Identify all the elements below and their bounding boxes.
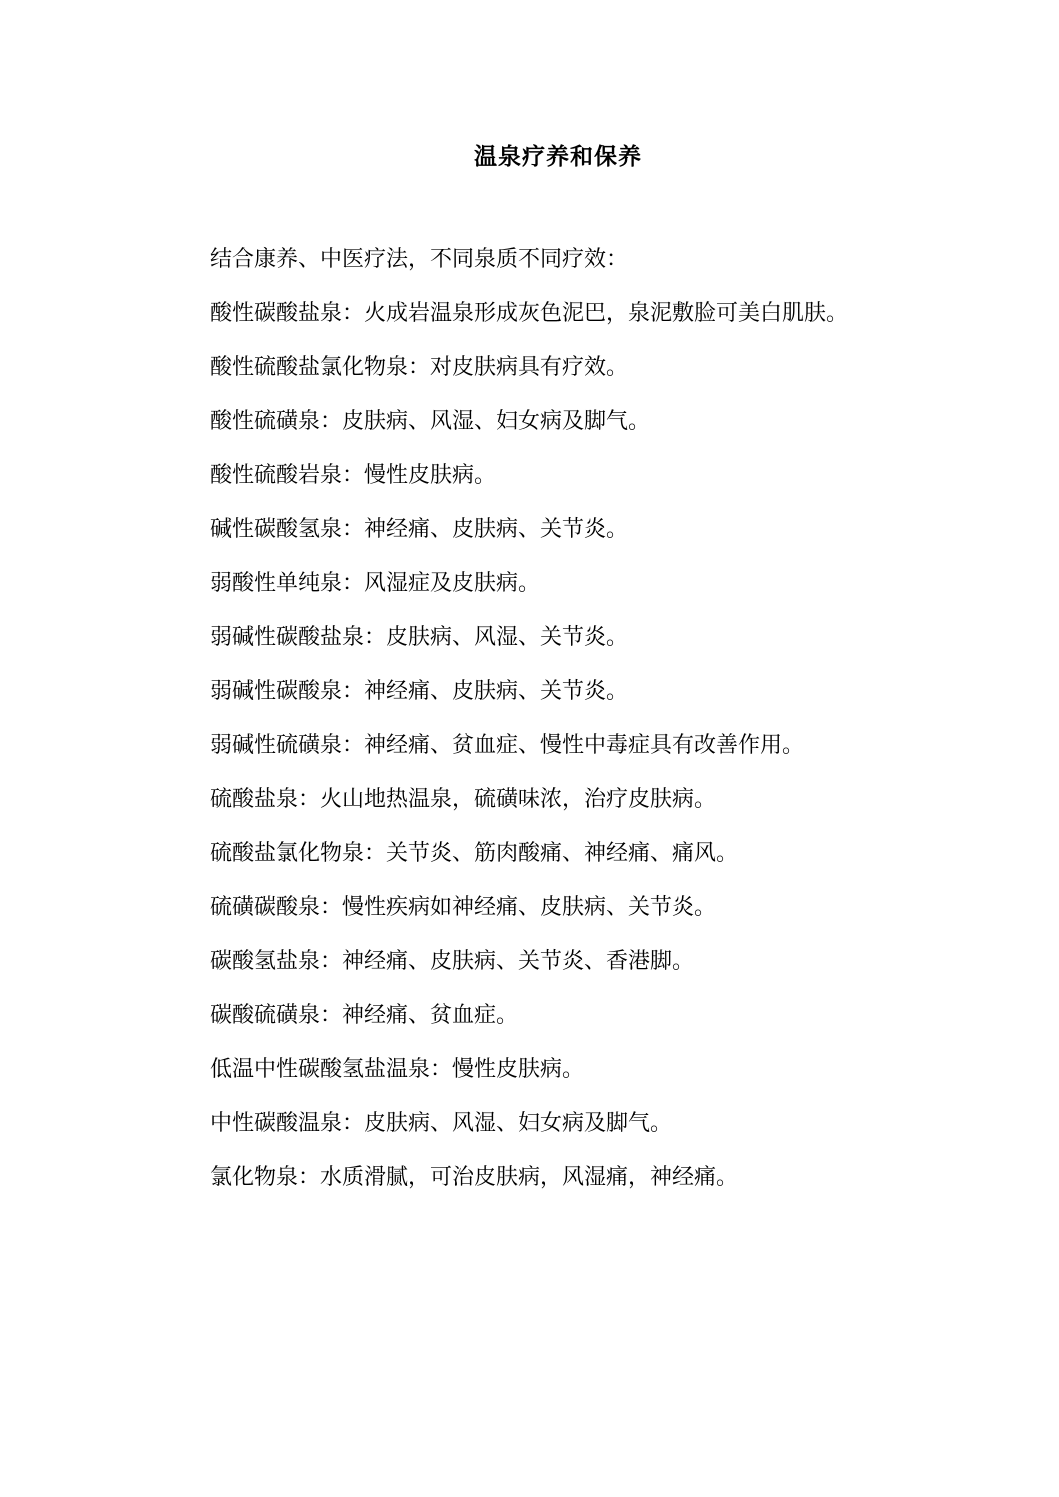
paragraph-item: 碳酸氢盐泉：神经痛、皮肤病、关节炎、香港脚。 (210, 949, 695, 974)
paragraph-item: 碳酸硫磺泉：神经痛、贫血症。 (210, 1003, 519, 1028)
paragraph-item: 碱性碳酸氢泉：神经痛、皮肤病、关节炎。 (210, 517, 629, 542)
document-body (160, 246, 872, 1218)
paragraph-item: 弱碱性硫磺泉：神经痛、贫血症、慢性中毒症具有改善作用。 (210, 733, 805, 758)
paragraph-item: 酸性碳酸盐泉：火成岩温泉形成灰色泥巴，泉泥敷脸可美白肌肤。 (210, 301, 849, 326)
paragraph-item: 低温中性碳酸氢盐温泉：慢性皮肤病。 (210, 1057, 585, 1082)
paragraph-item: 硫酸盐泉：火山地热温泉，硫磺味浓，治疗皮肤病。 (210, 787, 717, 812)
intro-paragraph: 结合康养、中医疗法，不同泉质不同疗效： (210, 247, 629, 272)
paragraph-item: 硫磺碳酸泉：慢性疾病如神经痛、皮肤病、关节炎。 (210, 895, 717, 920)
paragraph-item: 硫酸盐氯化物泉：关节炎、筋肉酸痛、神经痛、痛风。 (210, 841, 739, 866)
paragraph-item: 氯化物泉：水质滑腻，可治皮肤病，风湿痛，神经痛。 (210, 1165, 739, 1190)
paragraph-item: 弱碱性碳酸泉：神经痛、皮肤病、关节炎。 (210, 679, 629, 704)
document-title: 温泉疗养和保养 (474, 144, 642, 170)
paragraph-item: 弱酸性单纯泉：风湿症及皮肤病。 (210, 571, 541, 596)
paragraph-item: 酸性硫酸岩泉：慢性皮肤病。 (210, 463, 497, 488)
paragraph-item: 酸性硫磺泉：皮肤病、风湿、妇女病及脚气。 (210, 409, 651, 434)
paragraph-item: 中性碳酸温泉：皮肤病、风湿、妇女病及脚气。 (210, 1111, 673, 1136)
paragraph-item: 弱碱性碳酸盐泉：皮肤病、风湿、关节炎。 (210, 625, 629, 650)
paragraph-item: 酸性硫酸盐氯化物泉：对皮肤病具有疗效。 (210, 355, 629, 380)
